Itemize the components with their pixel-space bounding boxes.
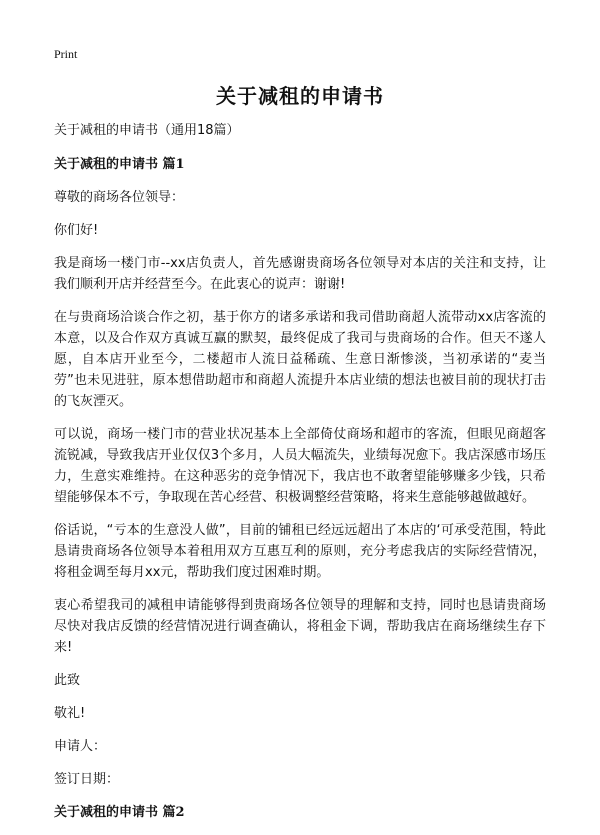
- section-heading-2: 关于减租的申请书 篇2: [54, 805, 185, 820]
- greeting: 你们好!: [54, 223, 99, 238]
- closing-line: 此致: [54, 673, 81, 688]
- print-link[interactable]: Print: [54, 47, 78, 61]
- section-heading-1: 关于减租的申请书 篇1: [54, 157, 185, 172]
- body-paragraph: 俗话说，“亏本的生意没人做”，目前的铺租已经远远超出了本店的‘可承受范围，特此恳请贵商场各位领导本着租用双方互惠互利的原则，充分考虑我店的实际经营情况，将租金调至每月xx元，帮助我们度过困难时期。: [54, 523, 546, 580]
- salutation: 尊敬的商场各位领导：: [54, 190, 185, 205]
- closing-salute: 敬礼!: [54, 706, 86, 721]
- body-paragraph: 可以说，商场一楼门市的营业状况基本上全部倚仗商场和超市的客流，但眼见商超客流锐减，导致我店开业仅仅3个多月，人员大幅流失，业绩每况愈下。我店深感市场压力，生意实难维持。在这种恶劣的竞争情况下，我店也不敢奢望能够赚多少钱，只希望能够保本不亏，争取现在苦心经营、积极调整经营策略，将来生意能够越做越好。: [54, 427, 546, 505]
- body-paragraph: 在与贵商场洽谈合作之初，基于你方的诸多承诺和我司借助商超人流带动xx店客流的本意，以及合作双方真诚互赢的默契，最终促成了我司与贵商场的合作。但天不遂人愿，自本店开业至今，二楼超市人流日益稀疏、生意日渐惨淡，当初承诺的“麦当劳”也未见进驻，原本想借助超市和商超人流提升本店业绩的想法也被目前的现状打击的飞灰湮灭。: [54, 310, 546, 409]
- document-body: [54, 120, 546, 835]
- body-paragraph: 衷心希望我司的减租申请能够得到贵商场各位领导的理解和支持，同时也恳请贵商场尽快对我店反馈的经营情况进行调查确认，将租金下调，帮助我店在商场继续生存下来!: [54, 598, 546, 655]
- document-subtitle: 关于减租的申请书（通用18篇）: [54, 123, 240, 138]
- document-title: 关于减租的申请书: [216, 84, 384, 108]
- sign-date-label: 签订日期：: [54, 772, 120, 787]
- body-paragraph: 我是商场一楼门市--xx店负责人，首先感谢贵商场各位领导对本店的关注和支持，让我们顺利开店并经营至今。在此衷心的说声：谢谢!: [54, 256, 546, 292]
- applicant-label: 申请人：: [54, 739, 107, 754]
